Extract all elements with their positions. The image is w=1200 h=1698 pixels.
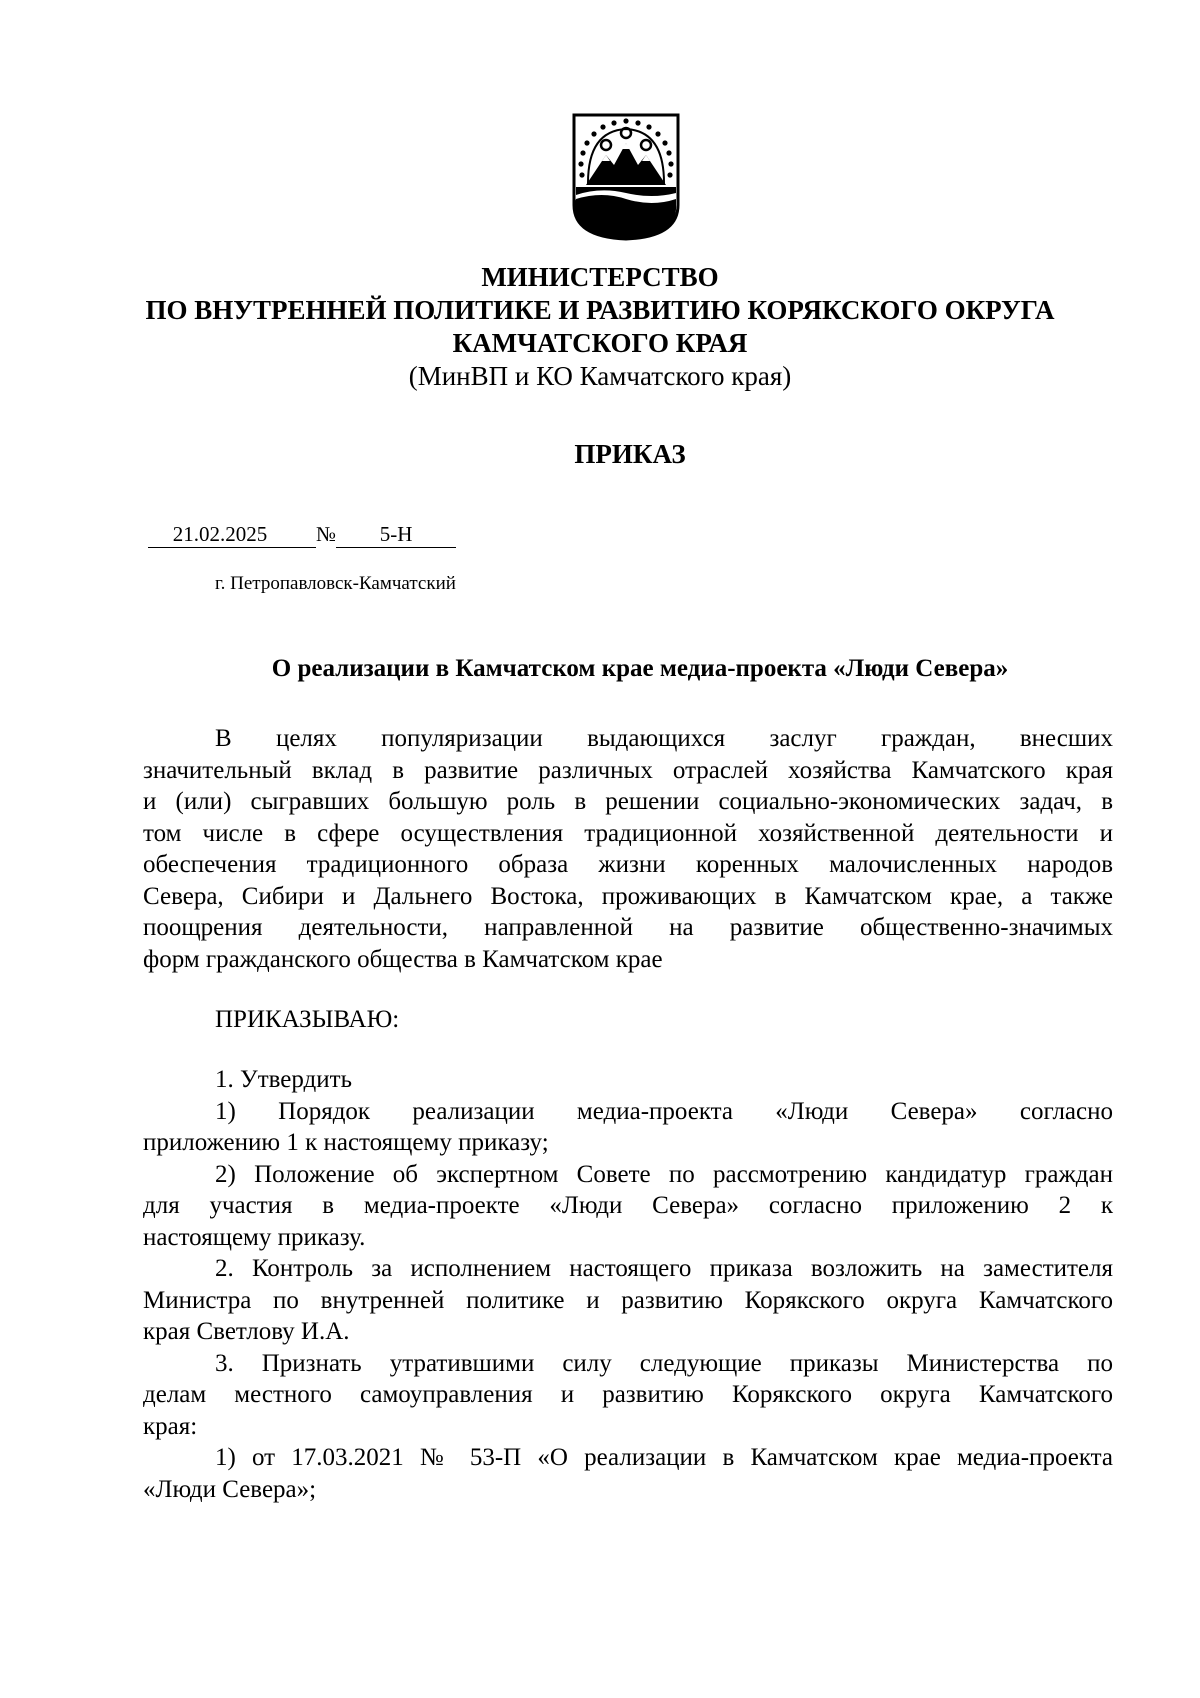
order-word <box>143 1004 1113 1036</box>
item-1-heading: 1. Утвердить <box>215 1066 352 1093</box>
order-items <box>143 1064 1113 1505</box>
preamble-line: том числе в сфере осуществления традиционной хозяйственной деятельности и <box>143 819 1113 847</box>
item-3-line: делам местного самоуправления и развитию Корякского округа Камчатского <box>143 1381 1113 1408</box>
preamble-line: В целях популяризации выдающихся заслуг граждан, внесших <box>215 725 1113 752</box>
item-3-1-line: 1) от 17.03.2021 № 53-П «О реализации в Камчатском крае медиа-проекта <box>215 1444 1113 1471</box>
item-1-2-line: для участия в медиа-проекте «Люди Севера» согласно приложению 2 к <box>143 1192 1113 1219</box>
item-3-line: края: <box>143 1412 198 1440</box>
item-3-line: 3. Признать утратившими силу следующие приказы Министерства по <box>215 1349 1113 1377</box>
ministry-name-line-2: ПО ВНУТРЕННЕЙ ПОЛИТИКЕ И РАЗВИТИЮ КОРЯКСКОГО ОКРУГА <box>145 295 1055 325</box>
order-number: 5-Н <box>336 521 456 548</box>
coat-of-arms-icon <box>572 113 680 241</box>
item-1-2-line: 2) Положение об экспертном Совете по рассмотрению кандидатур граждан <box>215 1160 1113 1188</box>
item-2-line: Министра по внутренней политике и развитию Корякского округа Камчатского <box>143 1286 1113 1314</box>
ministry-abbreviation: (МинВП и КО Камчатского края) <box>408 361 792 391</box>
city-label: г. Петропавловск-Камчатский <box>215 573 456 594</box>
order-requisites <box>148 521 456 548</box>
order-title: ПРИКАЗ <box>574 439 686 469</box>
item-3-1-line: «Люди Севера»; <box>143 1475 317 1503</box>
preamble-line: значительный вклад в развитие различных отраслей хозяйства Камчатского края <box>143 756 1113 784</box>
item-1-1-line: 1) Порядок реализации медиа-проекта «Люди Севера» согласно <box>215 1097 1113 1125</box>
ministry-name-line-1: МИНИСТЕРСТВО <box>481 262 719 292</box>
order-word-text: ПРИКАЗЫВАЮ: <box>215 1006 400 1033</box>
preamble-line: форм гражданского общества в Камчатском крае <box>143 945 663 973</box>
preamble-line: Севера, Сибири и Дальнего Востока, проживающих в Камчатском крае, а также <box>143 882 1113 910</box>
preamble-line: обеспечения традиционного образа жизни коренных малочисленных народов <box>143 851 1113 878</box>
order-date: 21.02.2025 <box>148 521 292 548</box>
number-sign: № <box>316 522 337 546</box>
preamble-line: и (или) сыгравших большую роль в решении социально-экономических задач, в <box>143 788 1113 815</box>
preamble-line: поощрения деятельности, направленной на развитие общественно-значимых <box>143 914 1113 941</box>
order-subject: О реализации в Камчатском крае медиа-проекта «Люди Севера» <box>271 655 1009 682</box>
preamble <box>143 723 1113 975</box>
item-1-1-line: приложению 1 к настоящему приказу; <box>143 1129 549 1156</box>
item-2-line: края Светлову И.А. <box>143 1318 350 1345</box>
ministry-header <box>0 261 1200 393</box>
item-1-2-line: настоящему приказу. <box>143 1223 366 1251</box>
item-2-line: 2. Контроль за исполнением настоящего приказа возложить на заместителя <box>215 1255 1113 1282</box>
ministry-name-line-3: КАМЧАТСКОГО КРАЯ <box>452 328 748 358</box>
